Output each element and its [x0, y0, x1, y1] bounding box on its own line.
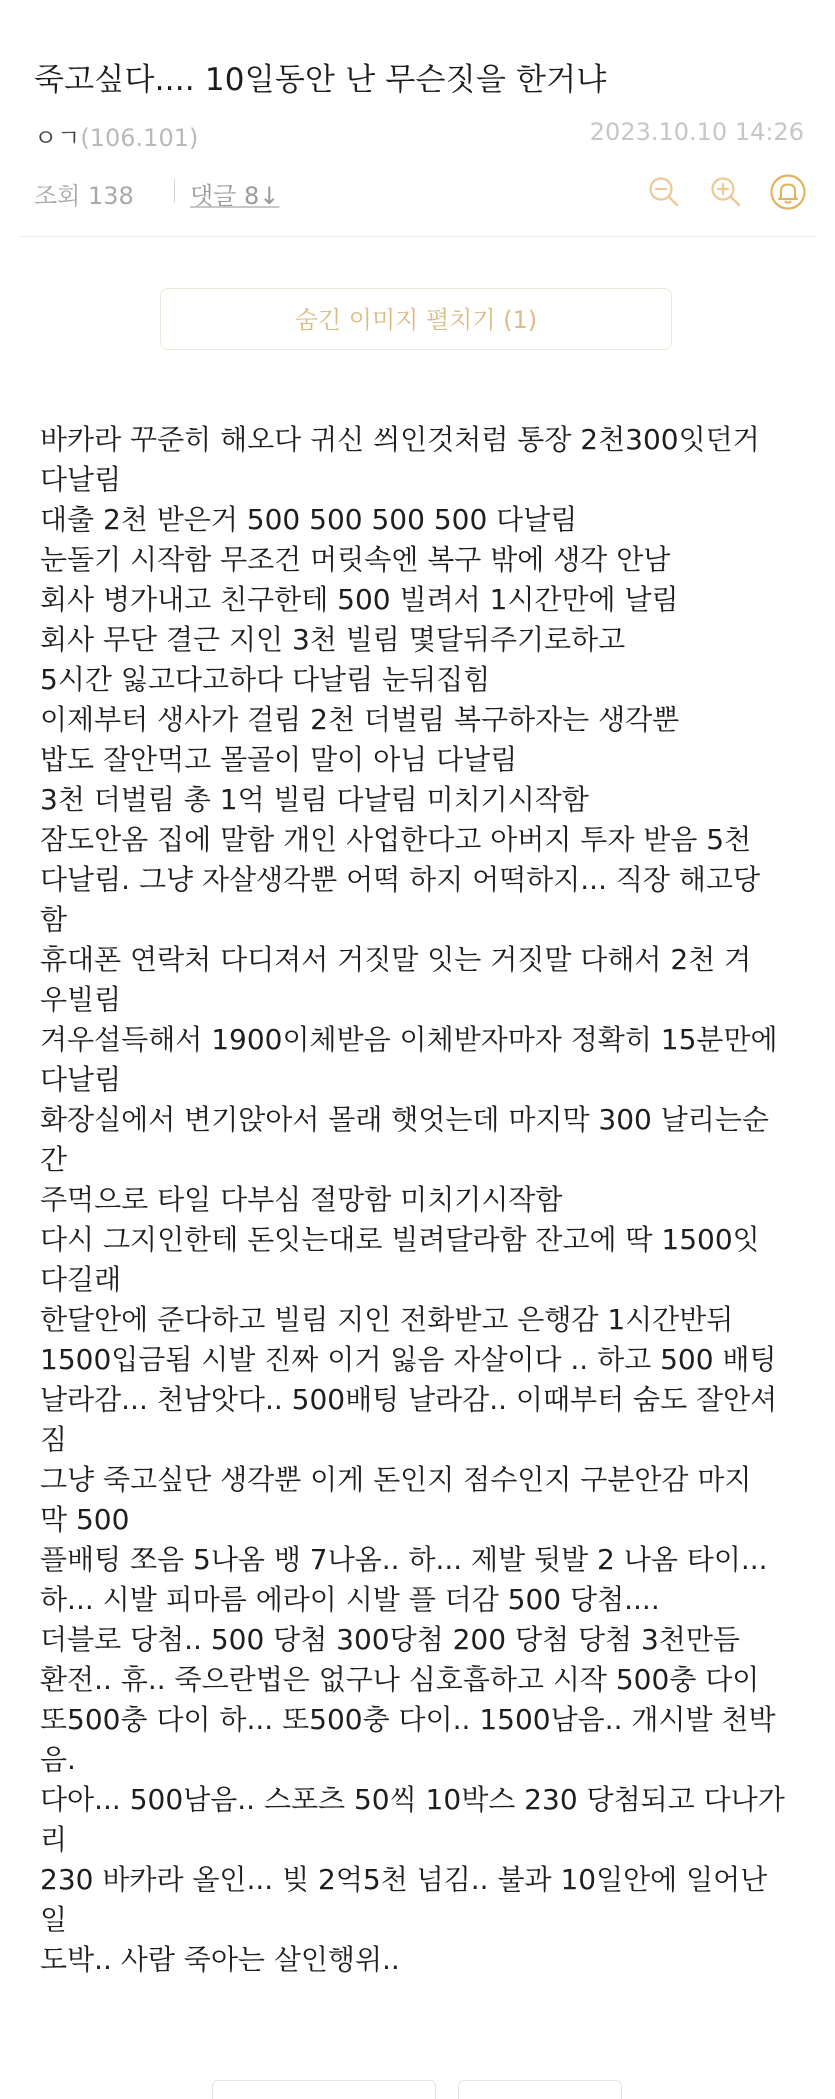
- body-line: 일: [40, 1903, 68, 1936]
- zoom-in-icon[interactable]: [706, 172, 746, 212]
- post-stats: [34, 176, 804, 216]
- body-line: 대출 2천 받은거 500 500 500 500 다날림: [40, 503, 578, 536]
- body-line: 그냥 죽고싶단 생각뿐 이게 돈인지 점수인지 구분안감 마지: [40, 1463, 752, 1496]
- recommend-button[interactable]: [212, 2080, 436, 2099]
- body-line: 짐: [40, 1423, 68, 1456]
- stats-separator: [174, 179, 175, 203]
- author-info[interactable]: [34, 118, 198, 153]
- body-line: 휴대폰 연락처 다디져서 거짓말 잇는 거짓말 다해서 2천 겨: [40, 943, 752, 976]
- body-line: 또500충 다이 하... 또500충 다이.. 1500남음.. 개시발 천박: [40, 1703, 776, 1736]
- post-meta: [34, 118, 804, 154]
- body-line: 화장실에서 변기앉아서 몰래 햇엇는데 마지막 300 날리는순: [40, 1103, 769, 1136]
- body-line: 환전.. 휴.. 죽으란법은 없구나 심호흡하고 시작 500충 다이: [40, 1663, 760, 1696]
- zoom-out-icon[interactable]: [644, 172, 684, 212]
- body-line: 날라감... 천남앗다.. 500배팅 날라감.. 이때부터 숨도 잘안셔: [40, 1383, 778, 1416]
- view-count: 조회 138: [34, 182, 134, 210]
- body-line: 더블로 당첨.. 500 당첨 300당첨 200 당첨 당첨 3천만듬: [40, 1623, 740, 1656]
- body-line: 다날림: [40, 1063, 122, 1096]
- body-line: 주먹으로 타일 다부심 절망함 미치기시작함: [40, 1183, 563, 1216]
- body-line: 다길래: [40, 1263, 122, 1296]
- body-line: 다시 그지인한테 돈잇는대로 빌려달라함 잔고에 딱 1500잇: [40, 1223, 760, 1256]
- body-line: 함: [40, 903, 68, 936]
- body-line: 3천 더벌림 총 1억 빌림 다날림 미치기시작함: [40, 783, 589, 816]
- share-button[interactable]: [458, 2080, 622, 2099]
- body-line: 눈돌기 시작함 무조건 머릿속엔 복구 밖에 생각 안남: [40, 543, 671, 576]
- body-line: 겨우설득해서 1900이체받음 이체받자마자 정확히 15분만에: [40, 1023, 778, 1056]
- post-date: 2023.10.10 14:26: [589, 118, 804, 146]
- body-line: 이제부터 생사가 걸림 2천 더벌림 복구하자는 생각뿐: [40, 703, 680, 736]
- body-line: 우빌림: [40, 983, 122, 1016]
- body-line: 회사 무단 결근 지인 3천 빌림 몇달뒤주기로하고: [40, 623, 626, 656]
- body-line: 230 바카라 올인... 빚 2억5천 넘김.. 불과 10일안에 일어난: [40, 1863, 768, 1896]
- post-title: 죽고싶다.... 10일동안 난 무슨짓을 한거냐: [34, 62, 607, 98]
- body-line: 음.: [40, 1743, 76, 1776]
- body-line: 한달안에 준다하고 빌림 지인 전화받고 은행감 1시간반뒤: [40, 1303, 734, 1336]
- body-line: 잠도안옴 집에 말함 개인 사업한다고 아버지 투자 받음 5천: [40, 823, 752, 856]
- post-toolbar: [644, 172, 804, 212]
- body-line: 다날림. 그냥 자살생각뿐 어떡 하지 어떡하지... 직장 해고당: [40, 863, 761, 896]
- body-line: 회사 병가내고 친구한테 500 빌려서 1시간만에 날림: [40, 583, 679, 616]
- header-divider: [18, 236, 817, 237]
- body-line: 5시간 잃고다고하다 다날림 눈뒤집힘: [40, 663, 491, 696]
- post-body: [40, 420, 800, 1980]
- body-line: 바카라 꾸준히 해오다 귀신 씌인것처럼 통장 2천300잇던거: [40, 423, 760, 456]
- reveal-hidden-images-button[interactable]: 숨긴 이미지 펼치기 (1): [160, 288, 672, 350]
- bell-icon[interactable]: [768, 172, 808, 212]
- footer-buttons: [0, 2080, 835, 2099]
- body-line: 플배팅 쪼음 5나옴 뱅 7나옴.. 하... 제발 뒷발 2 나옴 타이...: [40, 1543, 768, 1576]
- author-ip: (106.101): [80, 124, 199, 152]
- body-line: 1500입금됨 시발 진짜 이거 잃음 자살이다 .. 하고 500 배팅: [40, 1343, 777, 1376]
- body-line: 밥도 잘안먹고 몰골이 말이 아님 다날림: [40, 743, 518, 776]
- comments-link[interactable]: 댓글 8↓: [190, 182, 280, 210]
- body-line: 다날림: [40, 463, 122, 496]
- body-line: 간: [40, 1143, 68, 1176]
- body-line: 막 500: [40, 1503, 130, 1536]
- body-line: 하... 시발 피마름 에라이 시발 플 더감 500 당첨....: [40, 1583, 660, 1616]
- body-line: 도박.. 사람 죽아는 살인행위..: [40, 1943, 400, 1976]
- author-name[interactable]: ㅇㄱ: [34, 124, 81, 152]
- body-line: 다아... 500남음.. 스포츠 50씩 10박스 230 당첨되고 다나가: [40, 1783, 785, 1816]
- body-line: 리: [40, 1823, 68, 1856]
